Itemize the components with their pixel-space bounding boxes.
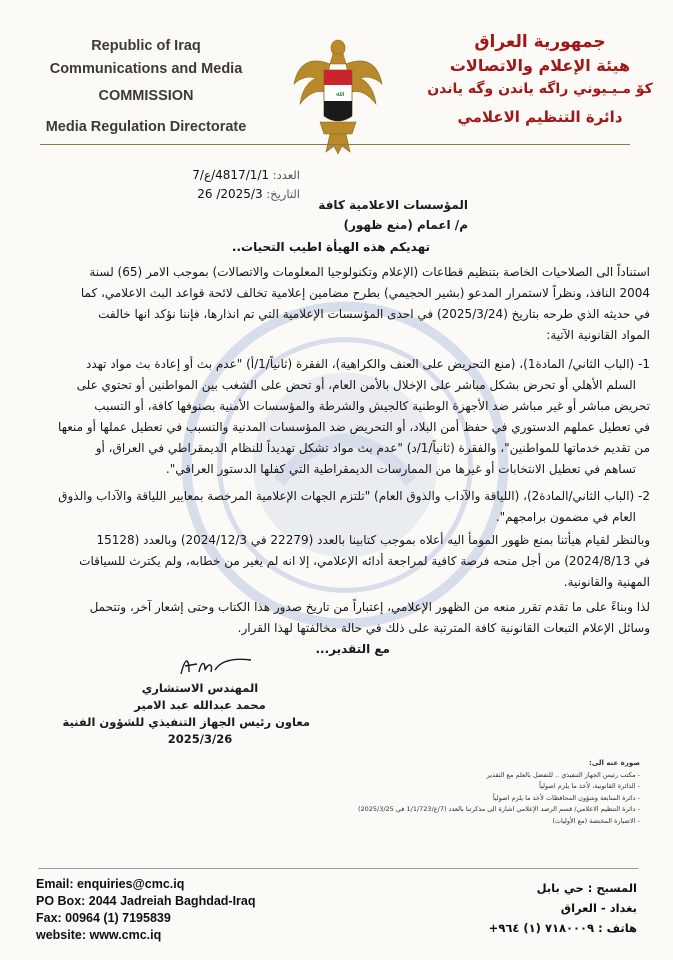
- body-line: في تعطيل عملهم الدستوري في حفظ أمن البلاد، أو التحريض ضد المؤسسات المدنية والتسبب في تعطيل عملها أو منعها: [58, 420, 650, 434]
- signer-title: المهندس الاستشاري: [141, 681, 259, 695]
- body-line: 2004 النافذ، ونظراً لاستمرار المدعو (بشير الحجيمي) بطرح مضامين إعلامية تخالف لائحة قواعد البث الاعلامي، كما: [80, 286, 650, 300]
- footer-po-box: PO Box: 2044 Jadreiah Baghdad-Iraq: [36, 894, 256, 908]
- commission-name-ar: هيئة الإعلام والاتصالات: [449, 56, 631, 75]
- country-name-en: Republic of Iraq: [91, 38, 201, 54]
- closing-line: مع التقدير...: [315, 642, 390, 656]
- signer-name: محمد عبدالله عبد الامير: [134, 698, 266, 712]
- commission-name-en: Communications and Media: [49, 61, 243, 77]
- body-line: تساهم في تعطيل الانتخابات أو غيرها من الممارسات الديمقراطية التي كفلها الدستور العراقي".: [165, 462, 636, 476]
- body-line: وبالنظر لقيام هيأتنا بمنع ظهور المومأ اليه أعلاه بموجب كتابينا بالعدد (22279 في 2024/12/3) وبالعدد (15128: [96, 533, 650, 547]
- addressee-line: المؤسسات الاعلامية كافة: [318, 198, 468, 212]
- body-line: المهنية والقانونية.: [563, 575, 650, 589]
- footer-contact-ar: [489, 878, 637, 938]
- footer-contact-en: [36, 876, 256, 944]
- footer-divider: [38, 868, 638, 869]
- body-line: في حديثه الذي طرحه بتاريخ (2025/3/24) في احدى المؤسسات الإعلامية التي تم انذارها، فإننا نؤكد انها خالفت: [98, 307, 650, 321]
- letter-body: [26, 262, 650, 660]
- subject-line: م/ اعمام (منع ظهور): [343, 218, 468, 232]
- ref-date-row: [150, 185, 300, 204]
- body-line: 1- (الباب الثاني/ المادة1)، (منع التحريض على العنف والكراهية)، الفقرة (ثانياً/1/أ) "عدم بث أو إعادة بث مواد تهدد: [86, 357, 650, 371]
- english-letterhead: [36, 36, 256, 141]
- signer-position: معاون رئيس الجهاز التنفيذي للشؤون الفنية: [62, 715, 310, 729]
- list-item: - الاضبارة المختصة (مع الأوليات): [552, 816, 640, 825]
- signature-block: [62, 680, 310, 748]
- footer-website: website: www.cmc.iq: [36, 928, 162, 942]
- ref-date-label: التاريخ:: [266, 187, 300, 201]
- ref-number-value: 4817/1/1/ع/7: [192, 168, 270, 182]
- footer-fax: Fax: 00964 (1) 7195839: [36, 911, 171, 925]
- reference-block: [150, 166, 300, 204]
- body-line: استناداً الى الصلاحيات الخاصة بتنظيم قطاعات (الإعلام وتكنولوجيا المعلومات والاتصالات) بموجب الامر (65) لسنة: [89, 265, 650, 279]
- copies-to-list: [300, 758, 640, 827]
- body-line: لذا وبناءً على ما تقدم تقرر منعه من الظهور الإعلامي، إعتباراً من تاريخ صدور هذا الكتاب وحتى إشعار آخر، وتتحمل: [89, 600, 650, 614]
- body-line: المواد القانونية الآتية:: [546, 328, 650, 342]
- signature-date: 2025/3/26: [167, 732, 233, 746]
- commission-word-en: COMMISSION: [98, 88, 194, 104]
- body-line: من تقديم خدماتها للمواطنين"، والفقرة (ثانياً/1/د) "عدم بث مواد تشكل تهديداً للنظام الديمقراطي في العراق، أو: [95, 441, 650, 455]
- footer-email: Email: enquiries@cmc.iq: [36, 877, 185, 891]
- list-item: - الدائرة القانونية، لأخذ ما يلزم اصولياً: [539, 782, 640, 790]
- footer-address-ar: المسبح : حي بابل: [536, 881, 637, 895]
- ref-number-row: [150, 166, 300, 185]
- directorate-name-ar: دائرة التنظيم الاعلامي: [457, 108, 623, 126]
- body-line: العام في مضمون برامجهم".: [495, 510, 636, 524]
- copies-to-heading: صورة عنه الى:: [589, 759, 640, 767]
- body-line: في 2024/8/13) من أجل منحه فرصة كافية لمراجعة أدائه الإعلامي، إلا انه لم يغير من خطابه، ولم يكترث للسياقات: [79, 554, 650, 568]
- header-divider: [40, 144, 630, 145]
- list-item: - دائرة المتابعة وشؤون المحافظات لأخذ ما يلزم اصولياً: [492, 793, 640, 802]
- footer-phone-ar: هاتف : ٧١٨٠٠٠٩ (١) ٩٦٤+: [488, 921, 637, 935]
- svg-text:ﷲ: ﷲ: [335, 90, 341, 98]
- handwritten-signature: [175, 652, 255, 680]
- directorate-name-en: Media Regulation Directorate: [45, 119, 247, 135]
- list-item: - مكتب رئيس الجهاز التنفيذي .. للتفضل بالعلم مع التقدير: [486, 770, 640, 779]
- body-line: تحريض مباشر أو غير مباشر ضد الأجهزة الوطنية كالجيش والشرطة والمؤسسات الأمنية بصنوفها كافة، أو التسبب: [94, 399, 650, 413]
- body-line: وسائل الإعلام التبعات القانونية كافة المترتبة على ذلك في حالة مخالفتها لهذا القرار.: [237, 621, 650, 635]
- ref-date-value: 2025/3/ 26: [197, 187, 263, 201]
- letter-greeting: [26, 237, 650, 258]
- commission-name-kurdish: كۆ مـيـيوني راگه ياندن وگه ياندن: [427, 81, 653, 97]
- list-item: - دائرة التنظيم الاعلامي/ قسم الرصد الإعلامي اشارة الى مذكرتنا بالعدد (7/ع/1/1/723 في 2025/3/25): [357, 805, 640, 813]
- iraq-emblem-icon: [290, 34, 386, 162]
- footer-city-ar: بغداد - العراق: [560, 901, 637, 915]
- ref-number-label: العدد:: [272, 168, 300, 182]
- body-line: 2- (الباب الثاني/المادة2)، (اللياقة والآداب والذوق العام) "تلتزم الجهات الإعلامية المرخصة بمعايير اللياقة والآداب والذوق: [58, 489, 650, 503]
- addressee-block: [318, 195, 468, 235]
- greeting-line: تهديكم هذه الهيأة اطيب التحيات..: [231, 240, 430, 254]
- body-line: السلم الأهلي أو تحرض بشكل مباشر على الإخلال بالأمن العام، أو تحض على الشغب بين المواطنين أو تحتوي على: [76, 378, 636, 392]
- country-name-ar: جمهورية العراق: [474, 32, 606, 52]
- arabic-letterhead: [425, 30, 655, 130]
